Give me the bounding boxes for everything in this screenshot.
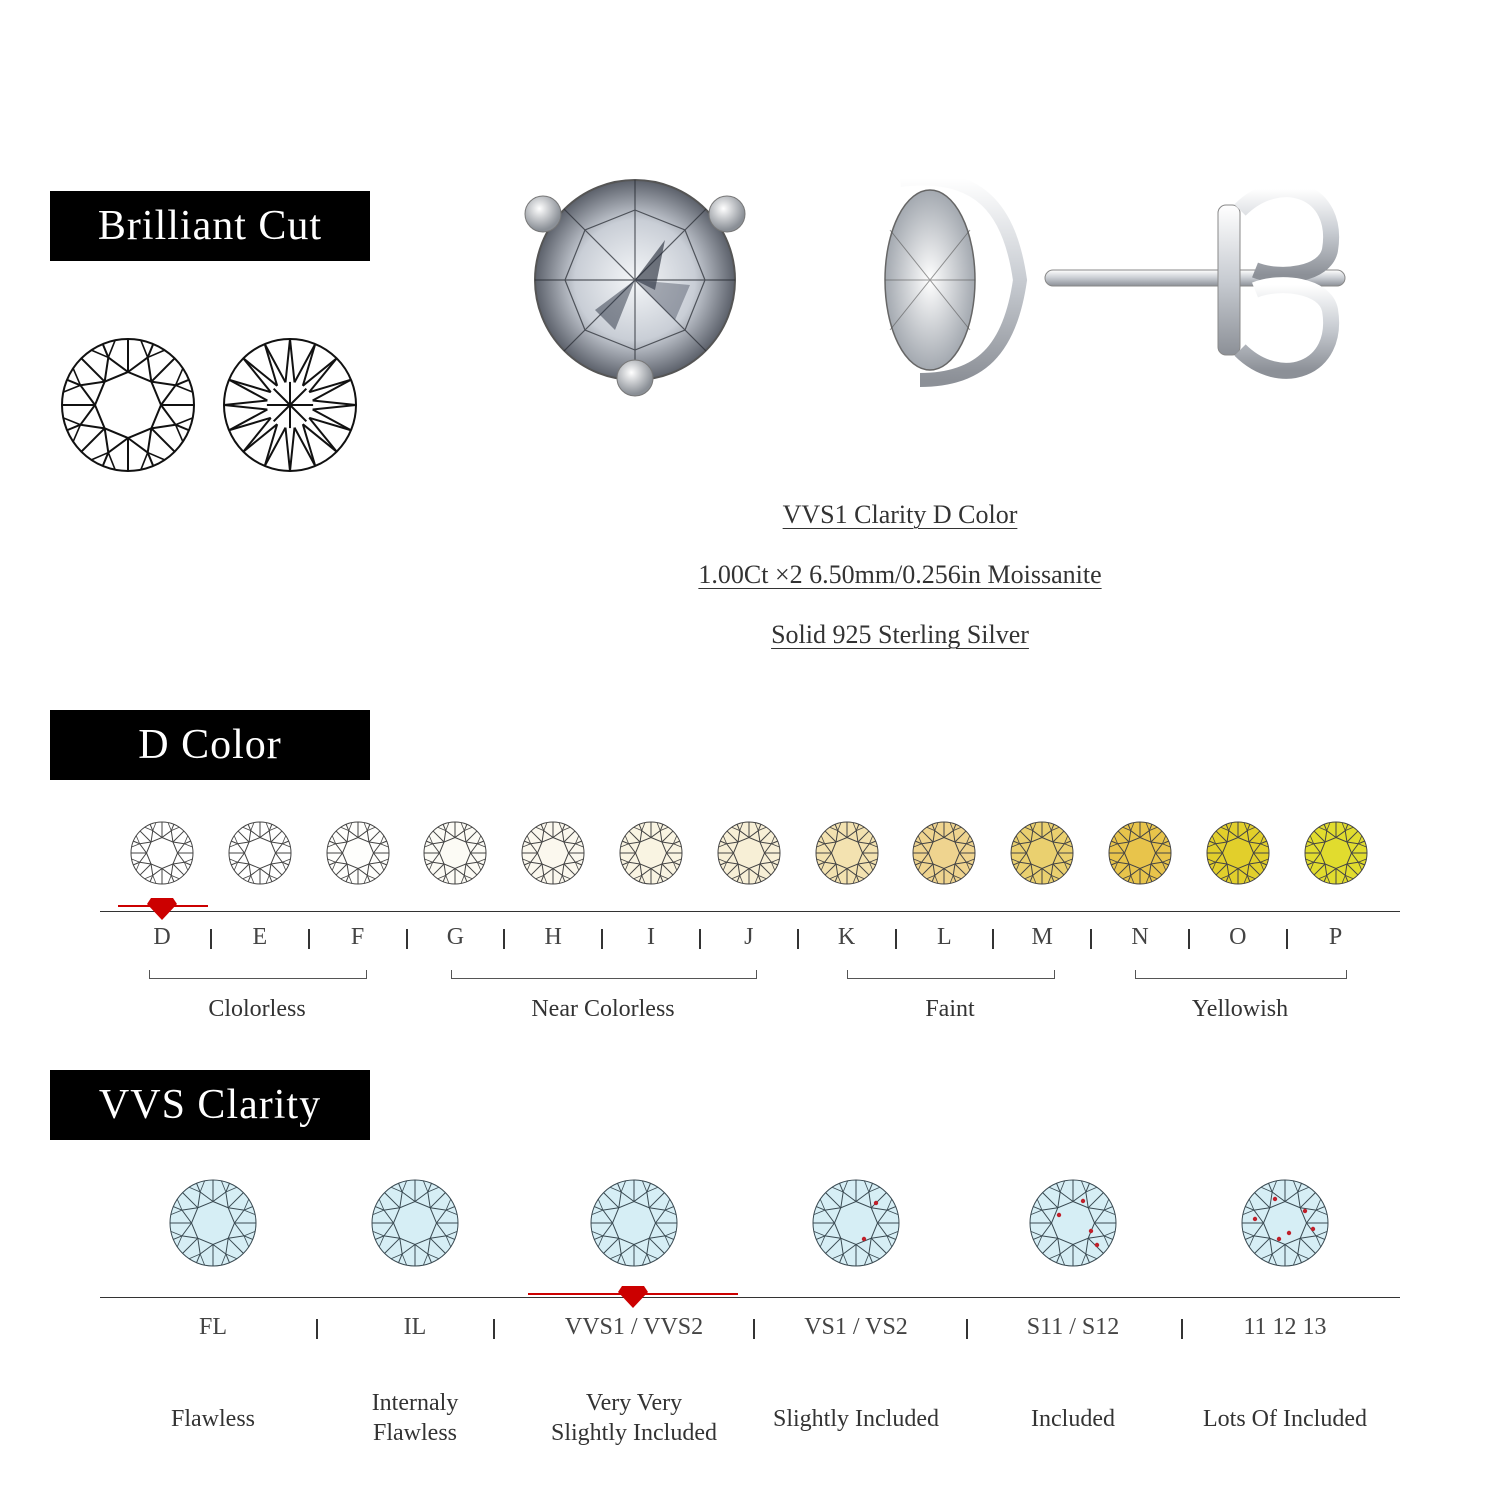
clarity-gem-icon: [1239, 1177, 1331, 1269]
clarity-grade-label: VS1 / VS2: [804, 1314, 908, 1340]
color-grade-separator: [1286, 929, 1288, 949]
clarity-grade-separator: [493, 1319, 495, 1339]
clarity-grade-label: S11 / S12: [1026, 1314, 1120, 1340]
clarity-grade-label: FL: [198, 1314, 227, 1340]
clarity-description-line: Very Very: [585, 1390, 683, 1416]
inclusion-mark: [1277, 1237, 1281, 1241]
color-grade-label: O: [1229, 924, 1247, 950]
clarity-description: [524, 1388, 744, 1448]
inclusion-mark: [1273, 1197, 1277, 1201]
clarity-description-line: Flawless: [373, 1420, 457, 1446]
color-group-bracket: [451, 970, 757, 979]
color-grade-separator: [1090, 929, 1092, 949]
clarity-description: [103, 1404, 323, 1434]
color-grade-label: L: [937, 924, 952, 950]
earring-side-view: [860, 170, 1360, 400]
clarity-grade-label: VVS1 / VVS2: [564, 1314, 704, 1340]
color-group-label: Clolorless: [208, 996, 306, 1022]
color-grade-separator: [699, 929, 701, 949]
color-group-bracket: [847, 970, 1055, 979]
section-heading-clarity: VVS Clarity: [50, 1070, 370, 1140]
color-grade-separator: [308, 929, 310, 949]
color-gem-icon: [1007, 818, 1077, 888]
color-group-bracket: [149, 970, 367, 979]
crown-cut-diagram: [58, 335, 198, 475]
color-grade-label: N: [1131, 924, 1149, 950]
spec-line-size: 1.00Ct ×2 6.50mm/0.256in Moissanite: [698, 560, 1102, 589]
color-gem-icon: [616, 818, 686, 888]
color-gem-icon: [420, 818, 490, 888]
spec-line-clarity-color: VVS1 Clarity D Color: [782, 500, 1018, 529]
clarity-gem-icon: [588, 1177, 680, 1269]
clarity-gem-icon: [1027, 1177, 1119, 1269]
clarity-gem-icon: [810, 1177, 902, 1269]
color-gem-icon: [1203, 818, 1273, 888]
inclusion-mark: [1081, 1199, 1085, 1203]
color-grade-label: P: [1328, 924, 1343, 950]
clarity-scale-line: [100, 1297, 1400, 1298]
color-grade-separator: [406, 929, 408, 949]
clarity-grade-separator: [753, 1319, 755, 1339]
inclusion-mark: [1311, 1227, 1315, 1231]
color-grade-label: F: [350, 924, 365, 950]
color-grade-label: I: [647, 924, 655, 950]
color-grade-separator: [992, 929, 994, 949]
clarity-grade-separator: [966, 1319, 968, 1339]
color-grade-separator: [210, 929, 212, 949]
section-heading-cut: Brilliant Cut: [50, 191, 370, 261]
clarity-gem-icon: [369, 1177, 461, 1269]
clarity-description-line: Flawless: [171, 1406, 255, 1432]
clarity-grade-label: IL: [403, 1314, 427, 1340]
color-gem-icon: [714, 818, 784, 888]
clarity-description: [746, 1404, 966, 1434]
color-scale-line: [100, 911, 1400, 912]
color-grade-label: M: [1031, 924, 1053, 950]
color-grade-separator: [601, 929, 603, 949]
color-grade-separator: [1188, 929, 1190, 949]
color-grade-label: K: [837, 924, 856, 950]
inclusion-mark: [1253, 1217, 1257, 1221]
earring-top-view: [515, 170, 755, 430]
inclusion-mark: [1303, 1209, 1307, 1213]
clarity-gem-icon: [167, 1177, 259, 1269]
inclusion-mark: [1095, 1243, 1099, 1247]
color-group-label: Yellowish: [1191, 996, 1289, 1022]
clarity-grade-label: 11 12 13: [1243, 1314, 1327, 1340]
color-gem-icon: [909, 818, 979, 888]
clarity-selected-marker-icon: [618, 1286, 648, 1308]
clarity-description-line: Included: [1031, 1406, 1115, 1432]
color-gem-icon: [812, 818, 882, 888]
clarity-description-line: Internaly: [371, 1390, 459, 1416]
color-group-label: Faint: [925, 996, 975, 1022]
pavilion-cut-diagram: [220, 335, 360, 475]
clarity-description: [963, 1404, 1183, 1434]
clarity-description-line: Lots Of Included: [1203, 1406, 1367, 1432]
color-gem-icon: [518, 818, 588, 888]
clarity-description: [305, 1388, 525, 1448]
inclusion-mark: [1089, 1229, 1093, 1233]
color-grade-label: J: [744, 924, 754, 950]
inclusion-mark: [1057, 1213, 1061, 1217]
color-grade-separator: [503, 929, 505, 949]
section-heading-color: D Color: [50, 710, 370, 780]
color-grade-separator: [895, 929, 897, 949]
clarity-description: [1175, 1404, 1395, 1434]
color-gem-icon: [1301, 818, 1371, 888]
inclusion-mark: [874, 1201, 878, 1205]
clarity-grade-separator: [316, 1319, 318, 1339]
color-grade-label: E: [252, 924, 268, 950]
clarity-description-line: Slightly Included: [551, 1420, 717, 1446]
color-group-bracket: [1135, 970, 1347, 979]
color-group-label: Near Colorless: [531, 996, 675, 1022]
color-gem-icon: [127, 818, 197, 888]
color-grade-label: G: [446, 924, 465, 950]
spec-line-material: Solid 925 Sterling Silver: [771, 620, 1029, 649]
clarity-description-line: Slightly Included: [773, 1406, 939, 1432]
inclusion-mark: [1287, 1231, 1291, 1235]
color-gem-icon: [225, 818, 295, 888]
inclusion-mark: [862, 1237, 866, 1241]
color-grade-label: D: [153, 924, 171, 950]
clarity-grade-separator: [1181, 1319, 1183, 1339]
color-gem-icon: [1105, 818, 1175, 888]
color-gem-icon: [323, 818, 393, 888]
color-grade-separator: [797, 929, 799, 949]
color-grade-label: H: [544, 924, 562, 950]
color-selected-marker-icon: [147, 898, 177, 920]
